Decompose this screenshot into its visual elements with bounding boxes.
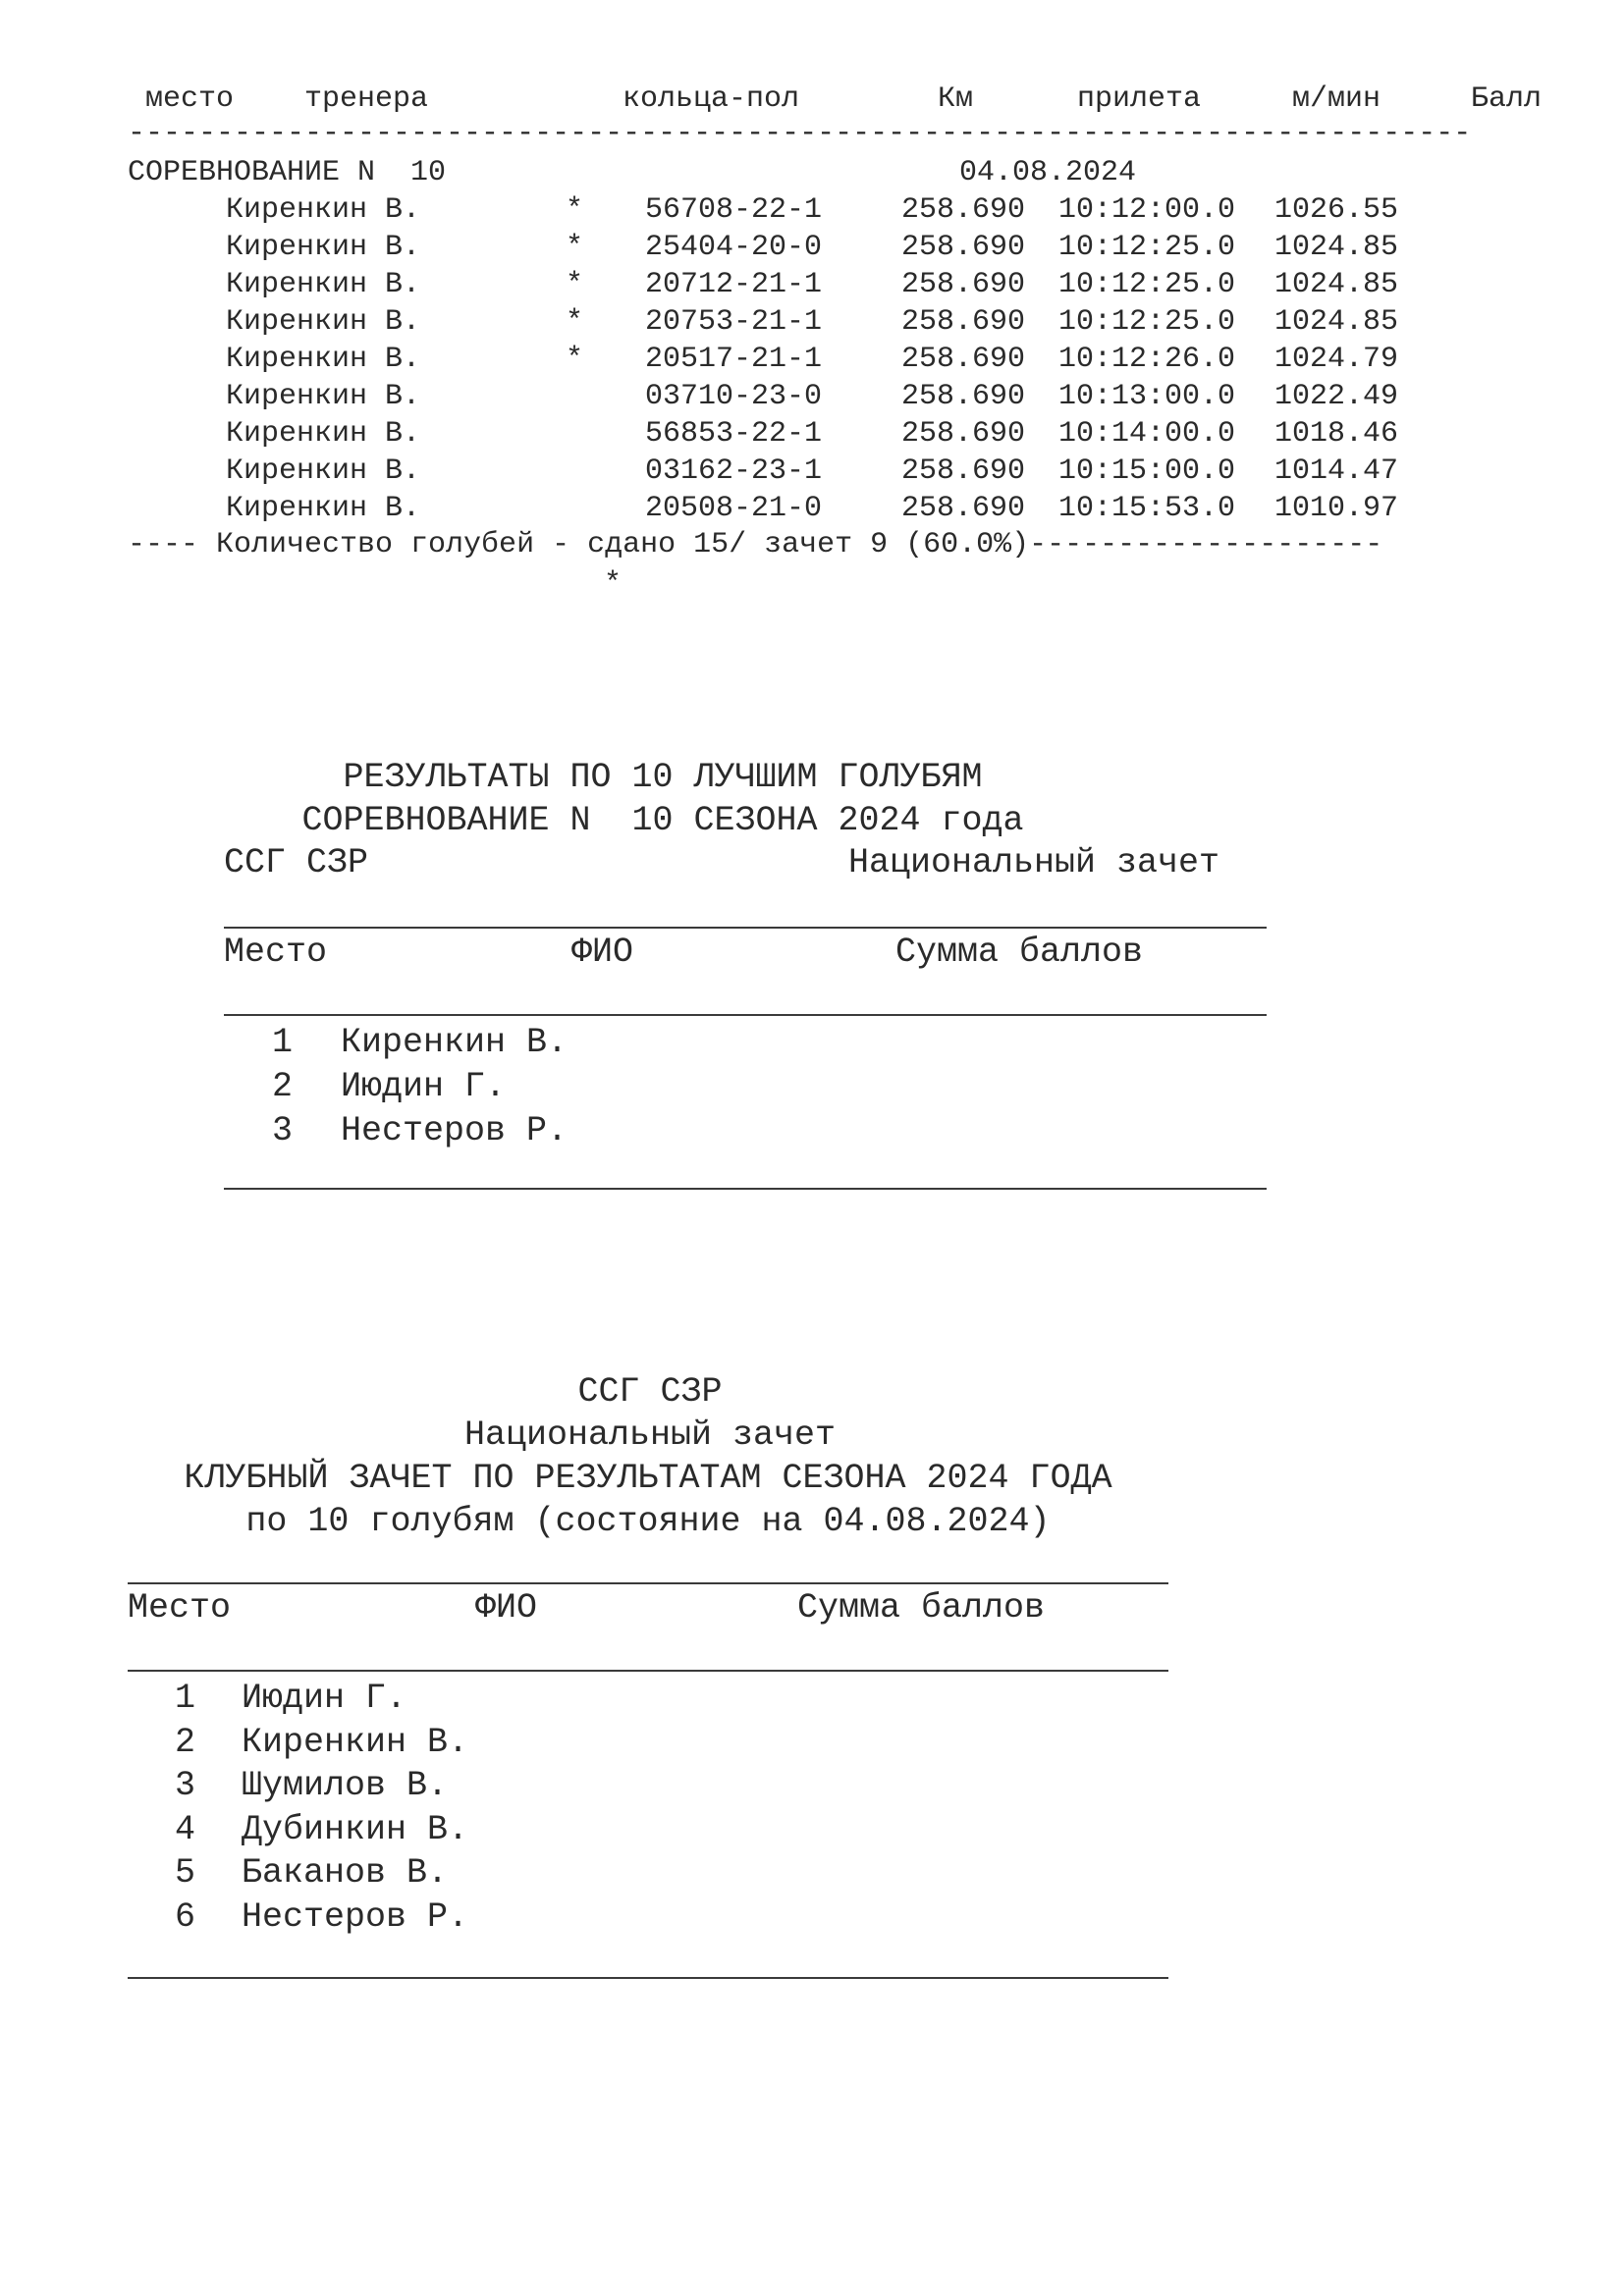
race-mark: * — [566, 268, 584, 301]
header-place: место — [145, 82, 235, 116]
club-title-line2: по 10 голубям (состояние на 04.08.2024) — [245, 1502, 1051, 1541]
race-speed: 1024.85 — [1274, 305, 1399, 339]
club-place: 3 — [175, 1766, 196, 1805]
club-org: ССГ СЗР — [577, 1372, 723, 1412]
race-km: 258.690 — [901, 305, 1026, 339]
race-km: 258.690 — [901, 454, 1026, 488]
club-place: 2 — [175, 1722, 196, 1762]
best10-title-line2: СОРЕВНОВАНИЕ N 10 СЕЗОНА 2024 года — [301, 801, 1024, 840]
race-km: 258.690 — [901, 268, 1026, 301]
race-arrival: 10:15:53.0 — [1058, 492, 1236, 525]
race-arrival: 10:12:25.0 — [1058, 305, 1236, 339]
race-mark: * — [566, 193, 584, 227]
header-arrival: прилета — [1077, 82, 1202, 116]
header-speed: м/мин — [1292, 82, 1381, 116]
header-km: Км — [938, 82, 974, 116]
race-speed: 1026.55 — [1274, 193, 1399, 227]
race-trainer: Киренкин В. — [226, 268, 421, 301]
race-mark: * — [566, 231, 584, 264]
best10-title-line1: РЕЗУЛЬТАТЫ ПО 10 ЛУЧШИМ ГОЛУБЯМ — [343, 758, 983, 797]
best10-rule-top — [224, 927, 1267, 929]
club-title-line1: КЛУБНЫЙ ЗАЧЕТ ПО РЕЗУЛЬТАТАМ СЕЗОНА 2024 ГОДА — [184, 1459, 1112, 1498]
best10-org: ССГ СЗР — [224, 843, 369, 882]
club-place: 6 — [175, 1896, 196, 1937]
race-ring: 20517-21-1 — [645, 343, 823, 376]
race-arrival: 10:12:00.0 — [1058, 193, 1236, 227]
best10-col-name: ФИО — [571, 933, 634, 972]
race-trainer: Киренкин В. — [226, 380, 421, 413]
race-speed: 1024.85 — [1274, 231, 1399, 264]
race-arrival: 10:15:00.0 — [1058, 454, 1236, 488]
race-km: 258.690 — [901, 193, 1026, 227]
race-speed: 1014.47 — [1274, 454, 1399, 488]
race-ring: 03162-23-1 — [645, 454, 823, 488]
race-arrival: 10:13:00.0 — [1058, 380, 1236, 413]
competition-date: 04.08.2024 — [959, 156, 1137, 189]
footer-mark: * — [604, 567, 623, 601]
race-arrival: 10:12:25.0 — [1058, 268, 1236, 301]
best10-col-sum: Сумма баллов — [895, 933, 1144, 972]
race-arrival: 10:12:26.0 — [1058, 343, 1236, 376]
race-speed: 1010.97 — [1274, 492, 1399, 525]
club-col-name: ФИО — [475, 1588, 538, 1628]
club-name: Июдин Г. — [242, 1679, 407, 1718]
race-summary-line: ---- Количество голубей - сдано 15/ зачет 9 (60.0%)-------------------- — [128, 528, 1383, 561]
race-ring: 20712-21-1 — [645, 268, 823, 301]
race-trainer: Киренкин В. — [226, 492, 421, 525]
race-trainer: Киренкин В. — [226, 305, 421, 339]
race-speed: 1024.85 — [1274, 268, 1399, 301]
race-arrival: 10:12:25.0 — [1058, 231, 1236, 264]
race-km: 258.690 — [901, 231, 1026, 264]
race-ring: 20753-21-1 — [645, 305, 823, 339]
club-col-sum: Сумма баллов — [797, 1588, 1046, 1628]
race-trainer: Киренкин В. — [226, 231, 421, 264]
race-trainer: Киренкин В. — [226, 454, 421, 488]
club-category: Национальный зачет — [463, 1415, 837, 1455]
club-name: Дубинкин В. — [242, 1809, 469, 1849]
header-ring: кольца-пол — [623, 82, 800, 116]
race-mark: * — [566, 343, 584, 376]
best10-col-place: Место — [224, 933, 328, 972]
race-km: 258.690 — [901, 380, 1026, 413]
race-km: 258.690 — [901, 417, 1026, 451]
race-speed: 1024.79 — [1274, 343, 1399, 376]
race-speed: 1022.49 — [1274, 380, 1399, 413]
best10-name: Июдин Г. — [341, 1067, 507, 1106]
race-arrival: 10:14:00.0 — [1058, 417, 1236, 451]
race-mark: * — [566, 305, 584, 339]
race-speed: 1018.46 — [1274, 417, 1399, 451]
club-name: Баканов В. — [242, 1853, 449, 1893]
race-ring: 56853-22-1 — [645, 417, 823, 451]
race-ring: 25404-20-0 — [645, 231, 823, 264]
race-ring: 03710-23-0 — [645, 380, 823, 413]
best10-name: Нестеров Р. — [341, 1111, 568, 1150]
header-trainer: тренера — [304, 82, 429, 116]
race-ring: 56708-22-1 — [645, 193, 823, 227]
best10-place: 2 — [272, 1067, 294, 1106]
best10-place: 3 — [272, 1111, 294, 1150]
club-name: Нестеров Р. — [242, 1896, 469, 1937]
best10-rule-bottom — [224, 1188, 1267, 1190]
club-rule-top — [128, 1582, 1168, 1584]
race-trainer: Киренкин В. — [226, 343, 421, 376]
header-points: Балл — [1471, 82, 1543, 116]
best10-category: Национальный зачет — [848, 843, 1220, 882]
best10-rule-header — [224, 1014, 1267, 1016]
club-place: 1 — [175, 1679, 196, 1718]
race-km: 258.690 — [901, 492, 1026, 525]
race-trainer: Киренкин В. — [226, 417, 421, 451]
club-place: 4 — [175, 1809, 196, 1849]
race-trainer: Киренкин В. — [226, 193, 421, 227]
best10-name: Киренкин В. — [341, 1023, 568, 1062]
club-rule-bottom — [128, 1977, 1168, 1979]
race-km: 258.690 — [901, 343, 1026, 376]
best10-place: 1 — [272, 1023, 294, 1062]
club-name: Шумилов В. — [242, 1766, 449, 1805]
race-header-divider: ---------------------------------------------------------------------------- — [128, 117, 1472, 150]
club-col-place: Место — [128, 1588, 232, 1628]
club-place: 5 — [175, 1853, 196, 1893]
club-name: Киренкин В. — [242, 1722, 469, 1762]
club-rule-header — [128, 1670, 1168, 1672]
race-ring: 20508-21-0 — [645, 492, 823, 525]
competition-label: СОРЕВНОВАНИЕ N 10 — [128, 156, 447, 189]
